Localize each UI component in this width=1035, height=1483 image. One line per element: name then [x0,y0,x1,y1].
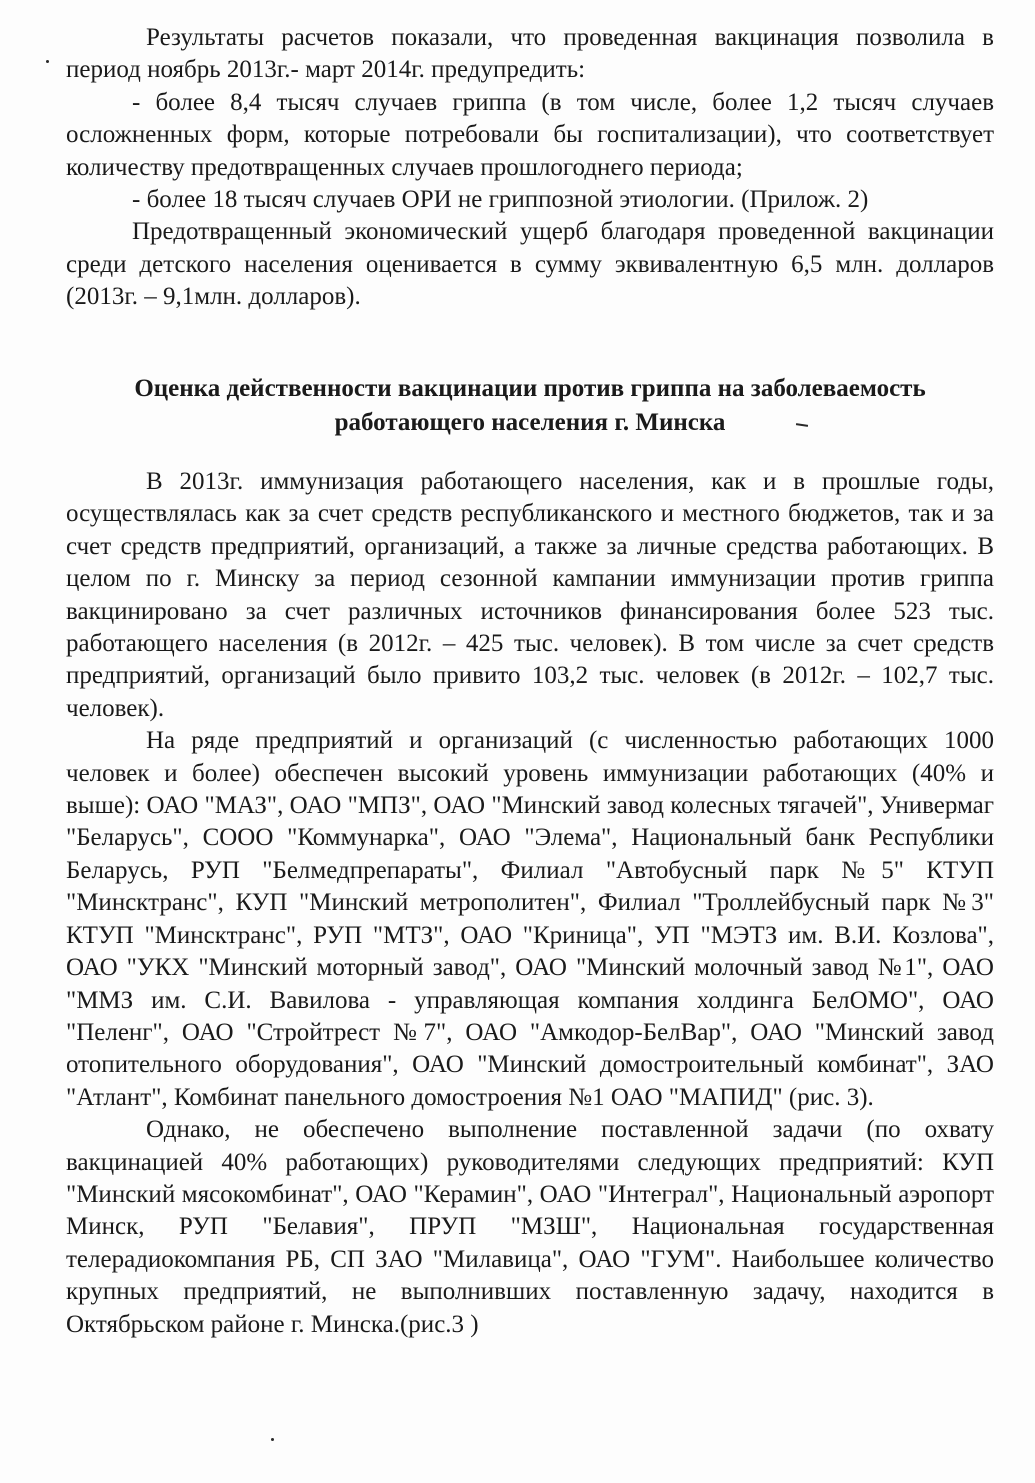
main-paragraph-high-coverage-enterprises: На ряде предприятий и организаций (с численностью работающих 1000 человек и более) обеспечен высокий уровень иммунизации работающих (40% и выше): ОАО "МАЗ", ОАО "МПЗ", ОАО "Минский завод колесных тягачей", Универмаг "Беларусь", СООО "Коммунарка", ОАО "Элема", Национальный банк Республики Беларусь, РУП "Белмедпрепараты", Филиал "Автобусный парк №5" КТУП "Минсктранс", КУП "Минский метрополитен", Филиал "Троллейбусный парк №3" КТУП "Минсктранс", РУП "МТЗ", ОАО "Криница", УП "МЭТЗ им. В.И. Козлова", ОАО "УКХ "Минский моторный завод", ОАО "Минский молочный завод №1", ОАО "ММЗ им. С.И. Вавилова - управляющая компания холдинга БелОМО", ОАО "Пеленг", ОАО "Стройтрест №7", ОАО "Амкодор-БелВар", ОАО "Минский завод отопительного оборудования", ОАО "Минский домостроительный комбинат", ЗАО "Атлант", Комбинат панельного домостроения №1 ОАО "МАПИД" (рис. 3). [66,727,994,1111]
intro-paragraph-economic-damage: Предотвращенный экономический ущерб благодаря проведенной вакцинации среди детского населения оценивается в сумму эквивалентную 6,5 млн. долларов (2013г. – 9,1млн. долларов). [66,218,994,311]
section-heading-line-1: Оценка действенности вакцинации против гриппа на заболеваемость [134,375,926,402]
section-heading-line-2: работающего населения г. Минска [334,409,726,436]
main-paragraph-immunization-2013: В 2013г. иммунизация работающего населения, как и в прошлые годы, осуществлялась как за счет средств республиканского и местного бюджетов, так и за счет средств предприятий, организаций, а также за личные средства работающих. В целом по г. Минску за период сезонной кампании иммунизации против гриппа вакцинировано за счет различных источников финансирования более 523 тыс. работающего населения (в 2012г. – 425 тыс. человек). В том числе за счет средств предприятий, организаций было привито 103,2 тыс. человек (в 2012г. – 102,7 тыс. человек). [66,468,994,722]
intro-paragraph-results: Результаты расчетов показали, что проведенная вакцинация позволила в период ноябрь 2013г.- март 2014г. предупредить: [66,24,994,84]
scan-speck-mark [271,1438,274,1441]
main-section [66,466,994,1341]
intro-section [66,22,994,314]
main-paragraph-low-coverage-enterprises: Однако, не обеспечено выполнение поставленной задачи (по охвату вакцинацией 40% работающих) руководителями следующих предприятий: КУП "Минский мясокомбинат", ОАО "Керамин", ОАО "Интеграл", Национальный аэропорт Минск, РУП "Белавия", ПРУП "МЗШ", Национальная государственная телерадиокомпания РБ, СП ЗАО "Милавица", ОАО "ГУМ". Наибольшее количество крупных предприятий, не выполнивших поставленную задачу, находится в Октябрьском районе г. Минска.(рис.3 ) [66,1116,994,1338]
scan-speck-mark [46,60,49,63]
intro-paragraph-ari-cases: - более 18 тысяч случаев ОРИ не гриппозной этиологии. (Прилож. 2) [132,186,869,214]
intro-paragraph-flu-cases: - более 8,4 тысяч случаев гриппа (в том числе, более 1,2 тысяч случаев осложненных форм, которые потребовали бы госпитализации), что соответствует количеству предотвращенных случаев прошлогоднего периода; [66,88,994,181]
section-heading [66,372,994,440]
